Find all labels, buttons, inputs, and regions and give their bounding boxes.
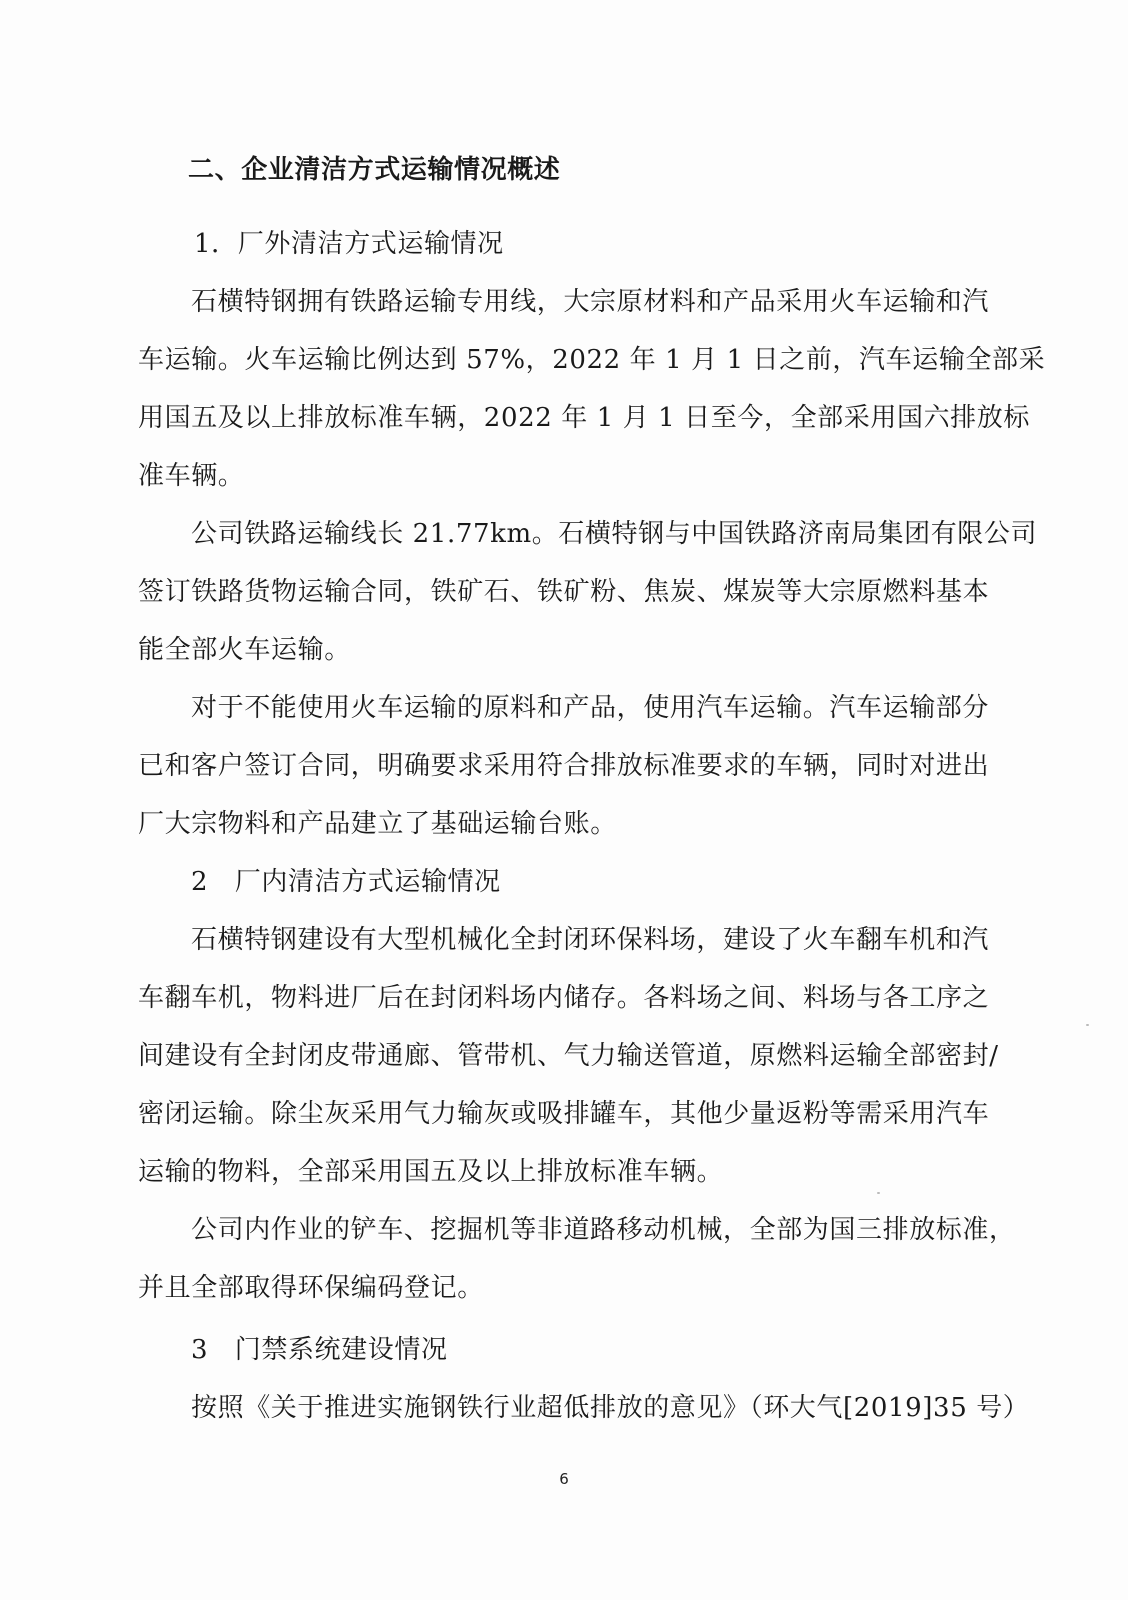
paragraph-2-line-1: 公司铁路运输线长 21.77km。石横特钢与中国铁路济南局集团有限公司: [191, 519, 1038, 549]
subsection-title-1: 1．厂外清洁方式运输情况: [194, 229, 504, 259]
paragraph-4-line-2: 车翻车机，物料进厂后在封闭料场内储存。各料场之间、料场与各工序之: [138, 983, 990, 1013]
page-number: 6: [559, 1470, 569, 1488]
section-heading: 二、企业清洁方式运输情况概述: [188, 155, 561, 185]
paragraph-6-line-1: 按照《关于推进实施钢铁行业超低排放的意见》（环大气[2019]35 号）: [191, 1393, 1030, 1423]
paragraph-5-line-1: 公司内作业的铲车、挖掘机等非道路移动机械，全部为国三排放标准，: [191, 1215, 1016, 1245]
subsection-title-3: 3 门禁系统建设情况: [191, 1335, 448, 1365]
paragraph-2-line-2: 签订铁路货物运输合同，铁矿石、铁矿粉、焦炭、煤炭等大宗原燃料基本: [138, 577, 990, 607]
subsection-title-2: 2 厂内清洁方式运输情况: [191, 867, 501, 897]
paragraph-3-line-3: 厂大宗物料和产品建立了基础运输台账。: [138, 809, 617, 839]
paragraph-4-line-4: 密闭运输。除尘灰采用气力输灰或吸排罐车，其他少量返粉等需采用汽车: [138, 1099, 990, 1129]
paragraph-1-line-3: 用国五及以上排放标准车辆，2022 年 1 月 1 日至今，全部采用国六排放标: [138, 403, 1030, 433]
scan-speck: [877, 1192, 880, 1194]
paragraph-1-line-2: 车运输。火车运输比例达到 57%，2022 年 1 月 1 日之前，汽车运输全部采: [138, 345, 1046, 375]
paragraph-1-line-1: 石横特钢拥有铁路运输专用线，大宗原材料和产品采用火车运输和汽: [191, 287, 990, 317]
scan-speck: [1086, 1024, 1089, 1026]
paragraph-4-line-1: 石横特钢建设有大型机械化全封闭环保料场，建设了火车翻车机和汽: [191, 925, 990, 955]
paragraph-5-line-2: 并且全部取得环保编码登记。: [138, 1273, 484, 1303]
paragraph-2-line-3: 能全部火车运输。: [138, 635, 351, 665]
paragraph-3-line-1: 对于不能使用火车运输的原料和产品，使用汽车运输。汽车运输部分: [191, 693, 990, 723]
paragraph-4-line-5: 运输的物料，全部采用国五及以上排放标准车辆。: [138, 1157, 724, 1187]
paragraph-3-line-2: 已和客户签订合同，明确要求采用符合排放标准要求的车辆，同时对进出: [138, 751, 990, 781]
paragraph-4-line-3: 间建设有全封闭皮带通廊、管带机、气力输送管道，原燃料运输全部密封/: [138, 1041, 999, 1071]
paragraph-1-line-4: 准车辆。: [138, 461, 245, 491]
